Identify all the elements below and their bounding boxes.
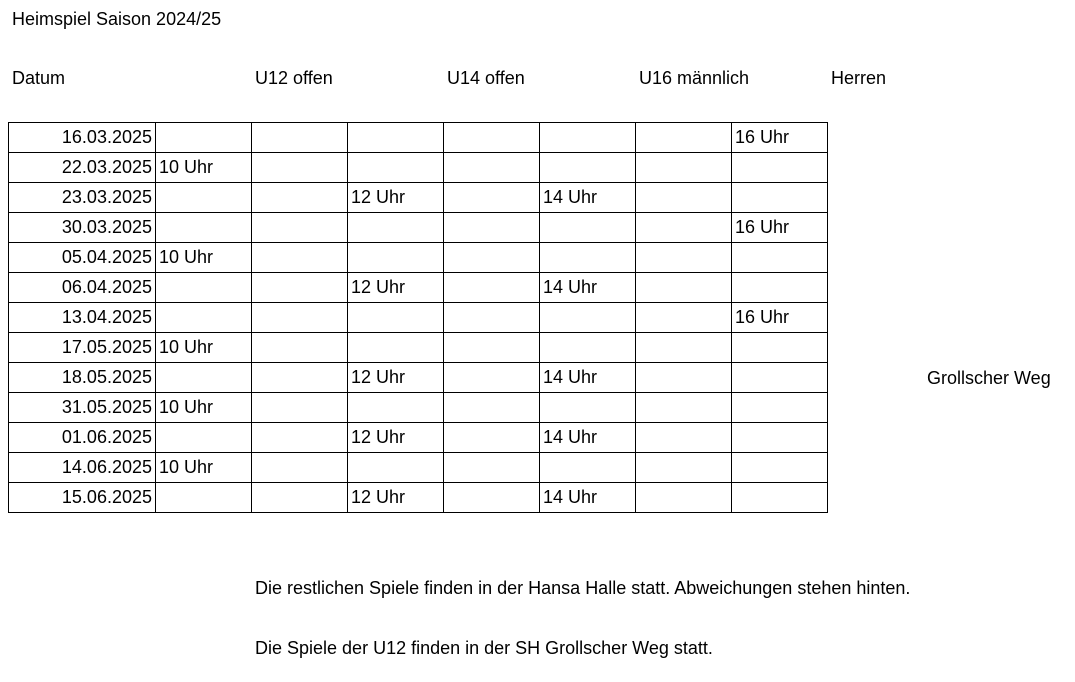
schedule-cell[interactable] bbox=[156, 123, 252, 153]
date-cell[interactable]: 06.04.2025 bbox=[9, 273, 156, 303]
schedule-cell[interactable] bbox=[732, 393, 828, 423]
schedule-cell[interactable] bbox=[444, 333, 540, 363]
table-row bbox=[9, 483, 828, 513]
date-cell[interactable]: 16.03.2025 bbox=[9, 123, 156, 153]
schedule-cell[interactable] bbox=[444, 423, 540, 453]
date-cell[interactable]: 17.05.2025 bbox=[9, 333, 156, 363]
table-row bbox=[9, 363, 828, 393]
date-cell[interactable]: 23.03.2025 bbox=[9, 183, 156, 213]
schedule-cell[interactable] bbox=[348, 303, 444, 333]
schedule-cell[interactable] bbox=[156, 213, 252, 243]
schedule-cell[interactable] bbox=[636, 213, 732, 243]
schedule-cell[interactable] bbox=[252, 243, 348, 273]
date-cell[interactable]: 18.05.2025 bbox=[9, 363, 156, 393]
table-row bbox=[9, 453, 828, 483]
schedule-body bbox=[9, 123, 828, 513]
schedule-cell[interactable] bbox=[348, 333, 444, 363]
schedule-cell[interactable] bbox=[252, 333, 348, 363]
date-cell[interactable]: 14.06.2025 bbox=[9, 453, 156, 483]
schedule-cell[interactable] bbox=[252, 393, 348, 423]
schedule-cell[interactable]: 16 Uhr bbox=[732, 123, 828, 153]
schedule-cell[interactable] bbox=[732, 153, 828, 183]
schedule-cell[interactable]: 10 Uhr bbox=[156, 333, 252, 363]
table-row bbox=[9, 273, 828, 303]
header-u16: U16 männlich bbox=[639, 68, 750, 88]
schedule-cell[interactable] bbox=[636, 363, 732, 393]
schedule-table bbox=[8, 122, 828, 513]
schedule-cell[interactable]: 10 Uhr bbox=[156, 393, 252, 423]
table-row bbox=[9, 123, 828, 153]
date-cell[interactable]: 22.03.2025 bbox=[9, 153, 156, 183]
schedule-cell[interactable] bbox=[252, 303, 348, 333]
schedule-cell[interactable] bbox=[348, 153, 444, 183]
schedule-cell[interactable] bbox=[444, 483, 540, 513]
schedule-cell[interactable] bbox=[156, 183, 252, 213]
schedule-cell[interactable] bbox=[732, 423, 828, 453]
schedule-cell[interactable]: 14 Uhr bbox=[540, 483, 636, 513]
schedule-cell[interactable] bbox=[444, 303, 540, 333]
sheet-title: Heimspiel Saison 2024/25 bbox=[12, 9, 222, 29]
schedule-cell[interactable] bbox=[636, 453, 732, 483]
schedule-cell[interactable] bbox=[156, 423, 252, 453]
date-cell[interactable]: 05.04.2025 bbox=[9, 243, 156, 273]
schedule-cell[interactable] bbox=[444, 273, 540, 303]
schedule-cell[interactable] bbox=[348, 213, 444, 243]
table-row bbox=[9, 423, 828, 453]
schedule-cell[interactable] bbox=[252, 483, 348, 513]
schedule-cell[interactable]: 14 Uhr bbox=[540, 183, 636, 213]
date-cell[interactable]: 31.05.2025 bbox=[9, 393, 156, 423]
schedule-cell[interactable] bbox=[444, 213, 540, 243]
schedule-cell[interactable] bbox=[444, 153, 540, 183]
schedule-cell[interactable] bbox=[732, 363, 828, 393]
schedule-cell[interactable] bbox=[732, 453, 828, 483]
schedule-cell[interactable] bbox=[156, 303, 252, 333]
schedule-cell[interactable]: 12 Uhr bbox=[348, 483, 444, 513]
schedule-cell[interactable] bbox=[540, 333, 636, 363]
table-row bbox=[9, 333, 828, 363]
header-u14: U14 offen bbox=[447, 68, 525, 88]
schedule-cell[interactable]: 12 Uhr bbox=[348, 363, 444, 393]
schedule-cell[interactable] bbox=[444, 363, 540, 393]
schedule-cell[interactable] bbox=[636, 393, 732, 423]
schedule-cell[interactable] bbox=[636, 243, 732, 273]
schedule-cell[interactable] bbox=[348, 243, 444, 273]
schedule-cell[interactable] bbox=[444, 123, 540, 153]
date-cell[interactable]: 13.04.2025 bbox=[9, 303, 156, 333]
schedule-cell[interactable] bbox=[444, 393, 540, 423]
schedule-cell[interactable] bbox=[252, 423, 348, 453]
schedule-cell[interactable] bbox=[348, 123, 444, 153]
schedule-cell[interactable]: 14 Uhr bbox=[540, 423, 636, 453]
schedule-cell[interactable] bbox=[540, 213, 636, 243]
schedule-cell[interactable]: 16 Uhr bbox=[732, 213, 828, 243]
date-cell[interactable]: 30.03.2025 bbox=[9, 213, 156, 243]
schedule-cell[interactable] bbox=[540, 393, 636, 423]
schedule-cell[interactable] bbox=[732, 273, 828, 303]
schedule-cell[interactable]: 16 Uhr bbox=[732, 303, 828, 333]
header-u12: U12 offen bbox=[255, 68, 333, 88]
schedule-cell[interactable]: 14 Uhr bbox=[540, 273, 636, 303]
schedule-cell[interactable]: 12 Uhr bbox=[348, 183, 444, 213]
schedule-cell[interactable] bbox=[252, 123, 348, 153]
schedule-cell[interactable] bbox=[636, 153, 732, 183]
schedule-cell[interactable] bbox=[636, 123, 732, 153]
schedule-cell[interactable] bbox=[252, 363, 348, 393]
table-row bbox=[9, 153, 828, 183]
schedule-cell[interactable] bbox=[252, 453, 348, 483]
footnote-u12-venue: Die Spiele der U12 finden in der SH Grollscher Weg statt. bbox=[255, 638, 713, 658]
schedule-cell[interactable]: 10 Uhr bbox=[156, 453, 252, 483]
date-cell[interactable]: 01.06.2025 bbox=[9, 423, 156, 453]
schedule-cell[interactable] bbox=[732, 333, 828, 363]
venue-side-note: Grollscher Weg bbox=[927, 368, 1051, 388]
schedule-cell[interactable] bbox=[252, 153, 348, 183]
schedule-cell[interactable] bbox=[636, 273, 732, 303]
table-row bbox=[9, 183, 828, 213]
schedule-cell[interactable] bbox=[156, 363, 252, 393]
schedule-cell[interactable] bbox=[540, 453, 636, 483]
schedule-cell[interactable] bbox=[444, 243, 540, 273]
schedule-cell[interactable] bbox=[156, 273, 252, 303]
footnote-hansa-halle: Die restlichen Spiele finden in der Hansa Halle statt. Abweichungen stehen hinten. bbox=[255, 578, 911, 598]
schedule-cell[interactable]: 12 Uhr bbox=[348, 423, 444, 453]
table-row bbox=[9, 213, 828, 243]
schedule-cell[interactable] bbox=[252, 183, 348, 213]
schedule-cell[interactable] bbox=[540, 123, 636, 153]
schedule-cell[interactable]: 10 Uhr bbox=[156, 243, 252, 273]
schedule-cell[interactable]: 12 Uhr bbox=[348, 273, 444, 303]
column-header-row bbox=[0, 67, 1075, 91]
schedule-cell[interactable] bbox=[348, 453, 444, 483]
schedule-cell[interactable] bbox=[444, 183, 540, 213]
schedule-cell[interactable] bbox=[444, 453, 540, 483]
schedule-cell[interactable] bbox=[732, 243, 828, 273]
schedule-cell[interactable] bbox=[636, 333, 732, 363]
schedule-cell[interactable] bbox=[636, 423, 732, 453]
date-cell[interactable]: 15.06.2025 bbox=[9, 483, 156, 513]
table-row bbox=[9, 393, 828, 423]
schedule-cell[interactable] bbox=[636, 183, 732, 213]
schedule-cell[interactable] bbox=[540, 153, 636, 183]
header-herren: Herren bbox=[831, 68, 887, 88]
schedule-cell[interactable] bbox=[252, 213, 348, 243]
table-row bbox=[9, 303, 828, 333]
schedule-cell[interactable] bbox=[252, 273, 348, 303]
schedule-cell[interactable] bbox=[636, 303, 732, 333]
schedule-cell[interactable] bbox=[348, 393, 444, 423]
schedule-cell[interactable] bbox=[540, 303, 636, 333]
schedule-cell[interactable]: 14 Uhr bbox=[540, 363, 636, 393]
table-row bbox=[9, 243, 828, 273]
schedule-cell[interactable] bbox=[540, 243, 636, 273]
header-datum: Datum bbox=[12, 68, 66, 88]
schedule-cell[interactable]: 10 Uhr bbox=[156, 153, 252, 183]
schedule-table-wrap bbox=[8, 122, 828, 513]
schedule-cell[interactable] bbox=[636, 483, 732, 513]
schedule-cell[interactable] bbox=[732, 483, 828, 513]
schedule-cell[interactable] bbox=[156, 483, 252, 513]
schedule-cell[interactable] bbox=[732, 183, 828, 213]
